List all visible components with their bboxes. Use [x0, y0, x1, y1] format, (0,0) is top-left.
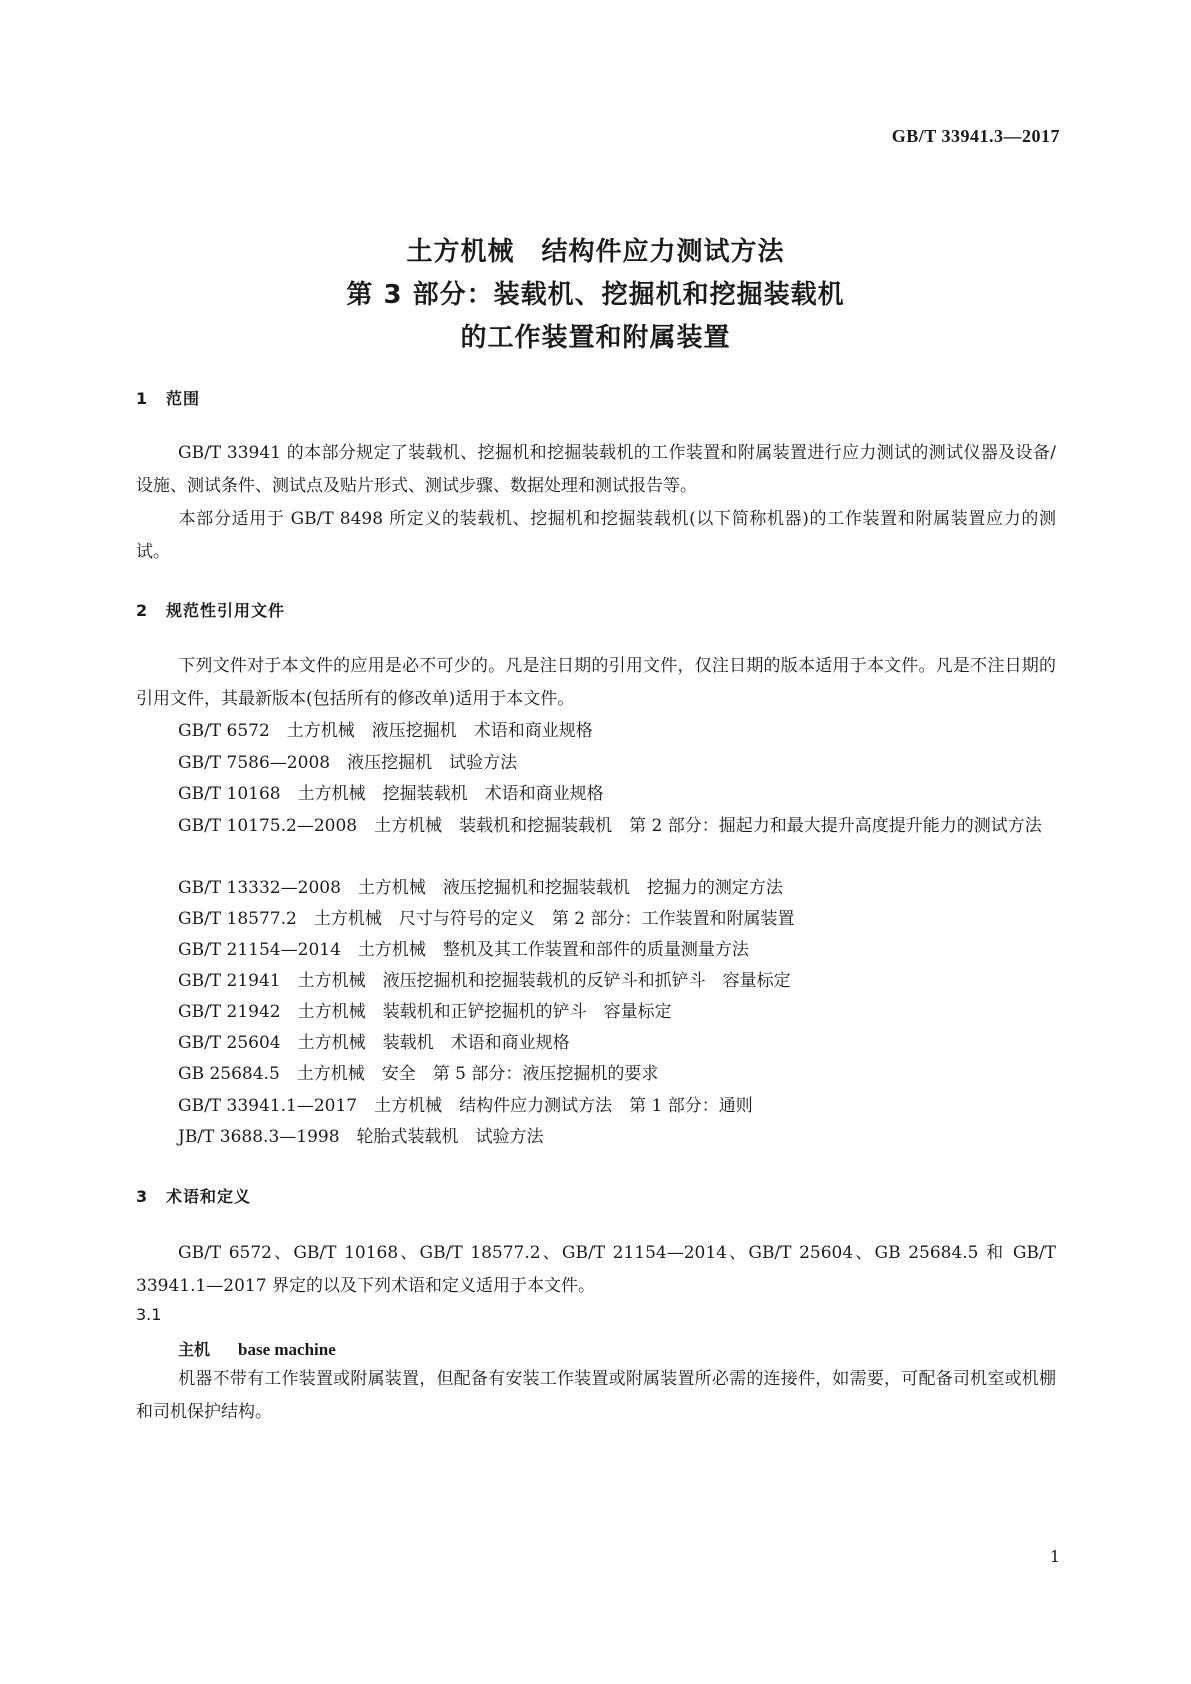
reference-item: GB/T 10168 土方机械 挖掘装载机 术语和商业规格 [178, 784, 604, 804]
title-line-3: 的工作装置和附属装置 [460, 323, 731, 353]
reference-item: JB/T 3688.3—1998 轮胎式装载机 试验方法 [178, 1127, 544, 1147]
section-title: 范围 [166, 389, 201, 408]
terms-intro: GB/T 6572、GB/T 10168、GB/T 18577.2、GB/T 21154—2014、GB/T 25604、GB 25684.5 和 GB/T 33941.1—2017 界定的以及下列术语和定义适用于本文件。 [136, 1243, 1056, 1296]
page-number: 1 [1049, 1547, 1060, 1566]
reference-item: GB/T 6572 土方机械 液压挖掘机 术语和商业规格 [178, 721, 593, 741]
term-zh: 主机 [178, 1340, 211, 1359]
term-definition: 机器不带有工作装置或附属装置，但配备有安装工作装置或附属装置所必需的连接件，如需要，可配备司机室或机棚和司机保护结构。 [136, 1369, 1056, 1422]
reference-item: GB/T 21942 土方机械 装载机和正铲挖掘机的铲斗 容量标定 [178, 1002, 672, 1022]
section-number: 3 [136, 1187, 149, 1206]
reference-item: GB/T 21941 土方机械 液压挖掘机和挖掘装载机的反铲斗和抓铲斗 容量标定 [178, 971, 791, 991]
reference-item: GB/T 10175.2—2008 土方机械 装载机和挖掘装载机 第 2 部分：掘起力和最大提升高度提升能力的测试方法 [178, 816, 1042, 836]
section-number: 2 [136, 601, 149, 620]
reference-item: GB/T 7586—2008 液压挖掘机 试验方法 [178, 753, 518, 773]
section-heading-terms [136, 1184, 251, 1207]
reference-item: GB 25684.5 土方机械 安全 第 5 部分：液压挖掘机的要求 [178, 1064, 659, 1084]
term-heading [178, 1337, 336, 1360]
section-title: 术语和定义 [166, 1187, 252, 1206]
reference-item: GB/T 21154—2014 土方机械 整机及其工作装置和部件的质量测量方法 [178, 940, 749, 960]
reference-item: GB/T 18577.2 土方机械 尺寸与符号的定义 第 2 部分：工作装置和附属装置 [178, 909, 795, 929]
section-heading-scope [136, 386, 200, 409]
title-line-2: 第 3 部分：装载机、挖掘机和挖掘装载机 [346, 280, 845, 310]
scope-paragraph-2: 本部分适用于 GB/T 8498 所定义的装载机、挖掘机和挖掘装载机(以下简称机器)的工作装置和附属装置应力的测试。 [136, 509, 1056, 562]
title-line-1: 土方机械 结构件应力测试方法 [406, 237, 785, 267]
reference-item: GB/T 13332—2008 土方机械 液压挖掘机和挖掘装载机 挖掘力的测定方法 [178, 878, 783, 898]
section-heading-normative-references [136, 598, 285, 621]
term-number: 3.1 [136, 1305, 162, 1324]
section-title: 规范性引用文件 [166, 601, 286, 620]
standard-code: GB/T 33941.3—2017 [891, 126, 1060, 146]
term-en: base machine [238, 1340, 336, 1359]
reference-item: GB/T 25604 土方机械 装载机 术语和商业规格 [178, 1033, 570, 1053]
scope-paragraph-1: GB/T 33941 的本部分规定了装载机、挖掘机和挖掘装载机的工作装置和附属装置进行应力测试的测试仪器及设备/设施、测试条件、测试点及贴片形式、测试步骤、数据处理和测试报告等。 [136, 443, 1056, 496]
reference-item: GB/T 33941.1—2017 土方机械 结构件应力测试方法 第 1 部分：通则 [178, 1096, 753, 1116]
normative-intro: 下列文件对于本文件的应用是必不可少的。凡是注日期的引用文件，仅注日期的版本适用于本文件。凡是不注日期的引用文件，其最新版本(包括所有的修改单)适用于本文件。 [136, 656, 1056, 709]
section-number: 1 [136, 389, 149, 408]
